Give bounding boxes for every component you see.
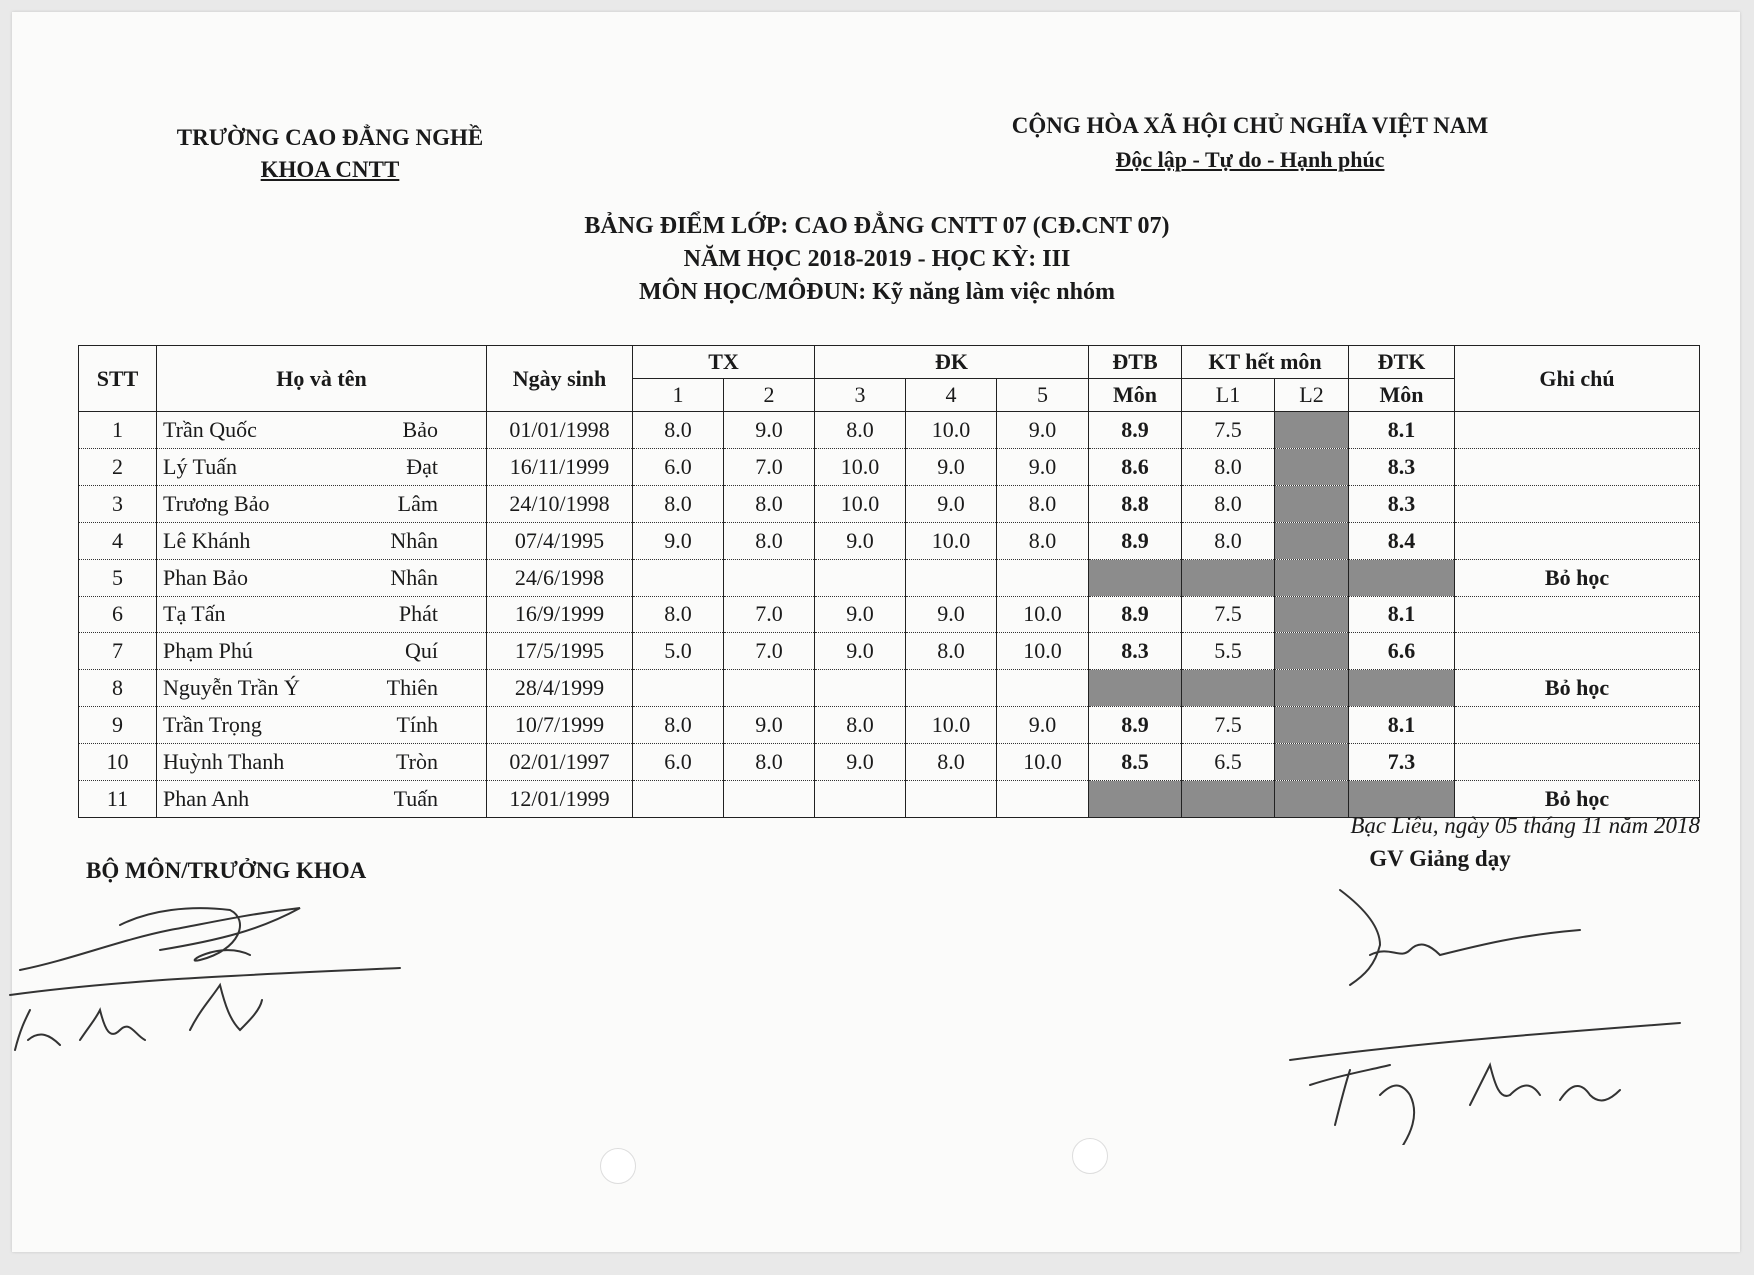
surname: Lê Khánh <box>163 527 251 553</box>
given-name: Đạt <box>406 453 438 479</box>
given-name: Quí <box>405 638 438 664</box>
stt-cell: 11 <box>79 781 157 818</box>
note-cell <box>1455 707 1700 744</box>
dk4-cell: 10.0 <box>906 707 997 744</box>
tx1-cell: 5.0 <box>633 633 724 670</box>
dk3-cell <box>815 559 906 596</box>
l2-cell <box>1275 412 1349 449</box>
faculty-label: KHOA CNTT <box>260 157 400 182</box>
note-cell <box>1455 744 1700 781</box>
col-tx: TX <box>633 346 815 379</box>
l1-cell: 7.5 <box>1182 707 1275 744</box>
given-name: Tuấn <box>393 786 438 812</box>
dk5-cell: 10.0 <box>997 596 1089 633</box>
surname: Nguyễn Trần Ý <box>163 675 300 701</box>
col-dob: Ngày sinh <box>487 346 633 412</box>
school-name: TRƯỜNG CAO ĐẲNG NGHỀ <box>176 125 484 150</box>
dob-cell: 24/6/1998 <box>487 559 633 596</box>
surname: Phan Anh <box>163 786 250 812</box>
tx1-cell: 6.0 <box>633 448 724 485</box>
given-name: Nhân <box>390 527 438 553</box>
table-row <box>79 559 1700 596</box>
note-cell <box>1455 522 1700 559</box>
given-name: Phát <box>398 601 438 627</box>
name-cell <box>157 448 487 485</box>
col-dtk: ĐTK <box>1349 346 1455 379</box>
l1-cell <box>1182 559 1275 596</box>
dtb-cell: 8.9 <box>1089 522 1182 559</box>
dtb-cell: 8.3 <box>1089 633 1182 670</box>
table-row <box>79 522 1700 559</box>
tx1-cell: 8.0 <box>633 596 724 633</box>
stt-cell: 3 <box>79 485 157 522</box>
surname: Huỳnh Thanh <box>163 749 285 775</box>
name-cell <box>157 670 487 707</box>
dtb-cell <box>1089 670 1182 707</box>
l2-cell <box>1275 448 1349 485</box>
grade-rows <box>79 412 1700 818</box>
dk5-cell <box>997 559 1089 596</box>
dtb-cell: 8.5 <box>1089 744 1182 781</box>
table-row <box>79 633 1700 670</box>
dtb-cell: 8.6 <box>1089 448 1182 485</box>
tx2-cell: 7.0 <box>724 596 815 633</box>
col-l1: L1 <box>1182 379 1275 412</box>
dk4-cell: 8.0 <box>906 744 997 781</box>
l1-cell: 8.0 <box>1182 448 1275 485</box>
col-note: Ghi chú <box>1455 346 1700 412</box>
name-cell <box>157 412 487 449</box>
dk4-cell: 10.0 <box>906 412 997 449</box>
l2-cell <box>1275 485 1349 522</box>
tx1-cell: 8.0 <box>633 485 724 522</box>
tx1-cell: 8.0 <box>633 707 724 744</box>
table-row <box>79 744 1700 781</box>
l2-cell <box>1275 559 1349 596</box>
dk5-cell: 8.0 <box>997 485 1089 522</box>
table-row <box>79 485 1700 522</box>
note-cell <box>1455 485 1700 522</box>
l1-cell <box>1182 781 1275 818</box>
dk4-cell <box>906 559 997 596</box>
surname: Tạ Tấn <box>163 601 226 627</box>
dk3-cell: 9.0 <box>815 522 906 559</box>
dk5-cell: 9.0 <box>997 448 1089 485</box>
col-dtb: ĐTB <box>1089 346 1182 379</box>
tx1-cell: 9.0 <box>633 522 724 559</box>
stt-cell: 1 <box>79 412 157 449</box>
l2-cell <box>1275 744 1349 781</box>
place-date: Bạc Liêu, ngày 05 tháng 11 năm 2018 <box>1350 813 1700 838</box>
dtb-cell: 8.9 <box>1089 412 1182 449</box>
dept-signer-name <box>0 880 1 881</box>
dtk-cell: 8.3 <box>1349 485 1455 522</box>
surname: Phạm Phú <box>163 638 253 664</box>
l2-cell <box>1275 707 1349 744</box>
col-tx2: 2 <box>724 379 815 412</box>
l1-cell: 5.5 <box>1182 633 1275 670</box>
table-row <box>79 596 1700 633</box>
l1-cell: 7.5 <box>1182 412 1275 449</box>
col-l2: L2 <box>1275 379 1349 412</box>
surname: Trương Bảo <box>163 490 270 516</box>
dk5-cell <box>997 670 1089 707</box>
tx2-cell: 7.0 <box>724 448 815 485</box>
dtk-cell: 6.6 <box>1349 633 1455 670</box>
note-cell <box>1455 596 1700 633</box>
stt-cell: 10 <box>79 744 157 781</box>
stt-cell: 8 <box>79 670 157 707</box>
dob-cell: 01/01/1998 <box>487 412 633 449</box>
dtb-cell: 8.9 <box>1089 707 1182 744</box>
col-dk: ĐK <box>815 346 1089 379</box>
name-cell <box>157 707 487 744</box>
surname: Trần Quốc <box>163 416 257 442</box>
dob-cell: 12/01/1999 <box>487 781 633 818</box>
dk3-cell: 8.0 <box>815 707 906 744</box>
tx2-cell: 8.0 <box>724 485 815 522</box>
tx2-cell: 8.0 <box>724 744 815 781</box>
tx1-cell: 8.0 <box>633 412 724 449</box>
tx2-cell <box>724 670 815 707</box>
dtb-cell <box>1089 781 1182 818</box>
l1-cell: 8.0 <box>1182 522 1275 559</box>
surname: Phan Bảo <box>163 564 248 590</box>
note-cell <box>1455 412 1700 449</box>
dk3-cell: 8.0 <box>815 412 906 449</box>
header-row <box>79 346 1700 379</box>
dtk-cell <box>1349 781 1455 818</box>
country-name: CỘNG HÒA XÃ HỘI CHỦ NGHĨA VIỆT NAM <box>1011 113 1489 138</box>
col-dk5: 5 <box>997 379 1089 412</box>
col-dtb-mon: Môn <box>1089 379 1182 412</box>
dtb-cell: 8.8 <box>1089 485 1182 522</box>
dk4-cell: 9.0 <box>906 596 997 633</box>
note-cell <box>1455 633 1700 670</box>
tx1-cell <box>633 559 724 596</box>
table-row <box>79 448 1700 485</box>
l1-cell: 7.5 <box>1182 596 1275 633</box>
col-tx1: 1 <box>633 379 724 412</box>
col-kt: KT hết môn <box>1182 346 1349 379</box>
note-cell: Bỏ học <box>1455 670 1700 707</box>
name-cell <box>157 596 487 633</box>
dob-cell: 24/10/1998 <box>487 485 633 522</box>
tx2-cell <box>724 781 815 818</box>
table-row <box>79 781 1700 818</box>
l2-cell <box>1275 781 1349 818</box>
title-subject: MÔN HỌC/MÔĐUN: Kỹ năng làm việc nhóm <box>639 279 1115 305</box>
stt-cell: 2 <box>79 448 157 485</box>
table-row <box>79 412 1700 449</box>
faculty-name <box>150 157 510 183</box>
col-dtk-mon: Môn <box>1349 379 1455 412</box>
punch-hole-right <box>1072 1138 1108 1174</box>
table-row <box>79 707 1700 744</box>
l2-cell <box>1275 670 1349 707</box>
l2-cell <box>1275 633 1349 670</box>
dtk-cell <box>1349 670 1455 707</box>
dk3-cell: 9.0 <box>815 633 906 670</box>
dk4-cell: 9.0 <box>906 448 997 485</box>
dk5-cell: 9.0 <box>997 707 1089 744</box>
dtb-cell: 8.9 <box>1089 596 1182 633</box>
dob-cell: 16/11/1999 <box>487 448 633 485</box>
l1-cell: 6.5 <box>1182 744 1275 781</box>
name-cell <box>157 781 487 818</box>
teacher-signature <box>1280 885 1700 1145</box>
l1-cell <box>1182 670 1275 707</box>
dob-cell: 17/5/1995 <box>487 633 633 670</box>
dtk-cell: 8.1 <box>1349 412 1455 449</box>
dk5-cell: 10.0 <box>997 633 1089 670</box>
name-cell <box>157 485 487 522</box>
l2-cell <box>1275 522 1349 559</box>
title-class: BẢNG ĐIỂM LỚP: CAO ĐẲNG CNTT 07 (CĐ.CNT 07) <box>584 213 1170 239</box>
given-name: Lâm <box>397 490 438 516</box>
dk5-cell: 10.0 <box>997 744 1089 781</box>
dk3-cell: 9.0 <box>815 744 906 781</box>
col-name: Họ và tên <box>157 346 487 412</box>
punch-hole-left <box>600 1148 636 1184</box>
teacher-title: GV Giảng dạy <box>1369 846 1511 871</box>
dob-cell: 10/7/1999 <box>487 707 633 744</box>
col-dk4: 4 <box>906 379 997 412</box>
dk4-cell: 10.0 <box>906 522 997 559</box>
given-name: Thiên <box>386 675 438 701</box>
name-cell <box>157 744 487 781</box>
dtk-cell <box>1349 559 1455 596</box>
col-dk3: 3 <box>815 379 906 412</box>
motto <box>950 147 1550 173</box>
tx2-cell <box>724 559 815 596</box>
tx1-cell <box>633 781 724 818</box>
dob-cell: 02/01/1997 <box>487 744 633 781</box>
tx2-cell: 9.0 <box>724 412 815 449</box>
dk4-cell <box>906 670 997 707</box>
l1-cell: 8.0 <box>1182 485 1275 522</box>
name-cell <box>157 559 487 596</box>
name-cell <box>157 522 487 559</box>
given-name: Nhân <box>390 564 438 590</box>
grades-table <box>78 345 1700 818</box>
col-stt: STT <box>79 346 157 412</box>
dtk-cell: 8.4 <box>1349 522 1455 559</box>
stt-cell: 4 <box>79 522 157 559</box>
stt-cell: 9 <box>79 707 157 744</box>
stt-cell: 6 <box>79 596 157 633</box>
tx2-cell: 9.0 <box>724 707 815 744</box>
dept-signature <box>0 880 420 1080</box>
tx1-cell <box>633 670 724 707</box>
dk3-cell <box>815 781 906 818</box>
dk5-cell: 9.0 <box>997 412 1089 449</box>
dk3-cell: 10.0 <box>815 485 906 522</box>
dk4-cell: 9.0 <box>906 485 997 522</box>
surname: Lý Tuấn <box>163 453 237 479</box>
dob-cell: 16/9/1999 <box>487 596 633 633</box>
tx2-cell: 7.0 <box>724 633 815 670</box>
dk5-cell: 8.0 <box>997 522 1089 559</box>
dk4-cell <box>906 781 997 818</box>
dept-title: BỘ MÔN/TRƯỞNG KHOA <box>86 858 367 883</box>
dtb-cell <box>1089 559 1182 596</box>
teacher-signer-name <box>1280 885 1281 886</box>
dtk-cell: 8.1 <box>1349 707 1455 744</box>
dtk-cell: 8.1 <box>1349 596 1455 633</box>
dk5-cell <box>997 781 1089 818</box>
dob-cell: 07/4/1995 <box>487 522 633 559</box>
stt-cell: 5 <box>79 559 157 596</box>
surname: Trần Trọng <box>163 712 262 738</box>
motto-label: Độc lập - Tự do - Hạnh phúc <box>1115 147 1385 172</box>
dk3-cell: 10.0 <box>815 448 906 485</box>
dtk-cell: 8.3 <box>1349 448 1455 485</box>
name-cell <box>157 633 487 670</box>
dk4-cell: 8.0 <box>906 633 997 670</box>
given-name: Tròn <box>396 749 438 775</box>
note-cell: Bỏ học <box>1455 781 1700 818</box>
l2-cell <box>1275 596 1349 633</box>
note-cell <box>1455 448 1700 485</box>
table-row <box>79 670 1700 707</box>
note-cell: Bỏ học <box>1455 559 1700 596</box>
stt-cell: 7 <box>79 633 157 670</box>
given-name: Bảo <box>402 416 438 442</box>
dk3-cell <box>815 670 906 707</box>
dob-cell: 28/4/1999 <box>487 670 633 707</box>
dtk-cell: 7.3 <box>1349 744 1455 781</box>
title-year: NĂM HỌC 2018-2019 - HỌC KỲ: III <box>683 246 1071 272</box>
tx2-cell: 8.0 <box>724 522 815 559</box>
dk3-cell: 9.0 <box>815 596 906 633</box>
tx1-cell: 6.0 <box>633 744 724 781</box>
given-name: Tính <box>396 712 438 738</box>
